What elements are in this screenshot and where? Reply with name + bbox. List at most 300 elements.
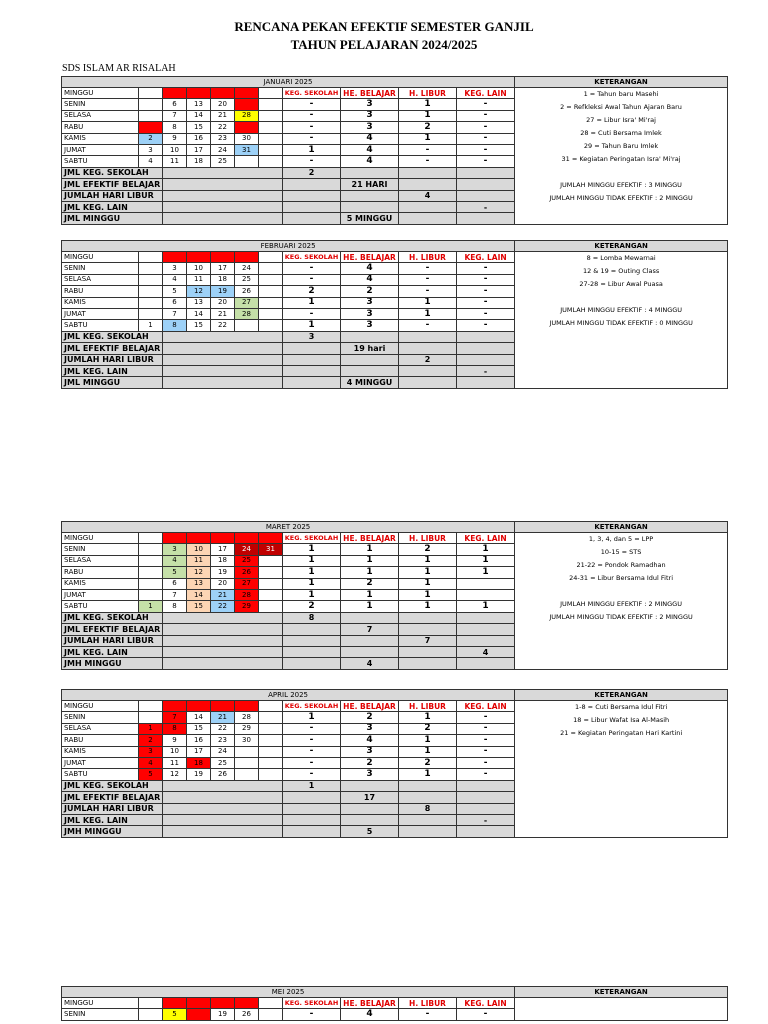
day-label: JUMAT [62,144,139,155]
date-cell: 31 [235,144,259,155]
keg-sekolah-value: 2 [283,286,341,297]
date-cell [259,110,283,121]
keterangan-header: KETERANGAN [515,987,728,998]
summary-empty [457,612,515,623]
summary-empty [283,803,341,814]
date-cell: 20 [211,701,235,712]
date-cell: 12 [187,1009,211,1020]
keg-sekolah-value: - [283,757,341,768]
he-belajar-value: 3 [341,297,399,308]
keg-sekolah-header: KEG. SEKOLAH [283,701,341,712]
date-cell: 24 [235,263,259,274]
date-cell: 26 [235,286,259,297]
summary-label: JUMLAH HARI LIBUR [62,803,163,814]
summary-empty [283,377,341,388]
h-libur-value: 1 [399,712,457,723]
date-cell: 1 [139,320,163,331]
date-cell: 7 [163,589,187,600]
month-table-mei [61,986,728,1021]
date-cell: 25 [211,156,235,167]
keg-sekolah-value: - [283,263,341,274]
day-label: SELASA [62,555,139,566]
date-cell [139,110,163,121]
month-calendar-table [61,240,728,389]
date-cell [259,757,283,768]
date-cell [259,1009,283,1020]
keterangan-header: KETERANGAN [515,690,728,701]
school-name: SDS ISLAM AR RISALAH [62,63,176,74]
he-belajar-value: 4 [341,735,399,746]
he-belajar-value: 2 [341,286,399,297]
summary-empty [283,635,341,646]
keg-sekolah-value: 1 [283,544,341,555]
day-label: MINGGU [62,88,139,99]
month-name: MEI 2025 [62,987,515,998]
he-belajar-value: 3 [341,99,399,110]
date-cell: 13 [187,701,211,712]
date-cell: 5 [139,769,163,780]
date-cell: 4 [139,156,163,167]
he-belajar-value: 3 [341,746,399,757]
date-cell: 6 [163,297,187,308]
summary-empty [457,190,515,201]
date-cell [259,701,283,712]
date-cell [235,320,259,331]
note-line: JUMLAH MINGGU EFEKTIF : 2 MINGGU [560,600,682,608]
summary-empty [399,213,457,224]
keterangan-header: KETERANGAN [515,77,728,88]
date-cell [259,555,283,566]
day-label: JUMAT [62,589,139,600]
date-cell: 15 [187,601,211,612]
h-libur-value: 2 [399,757,457,768]
summary-value: 8 [399,803,457,814]
day-label: RABU [62,286,139,297]
day-label: MINGGU [62,998,139,1009]
date-cell: 17 [187,746,211,757]
summary-spacer [163,646,283,657]
h-libur-value: 2 [399,122,457,133]
summary-spacer [163,803,283,814]
date-cell [259,133,283,144]
note-line: 31 = Kegiatan Peringatan Isra' Mi'raj [561,155,681,163]
date-cell: 18 [187,757,211,768]
keg-sekolah-value: 1 [283,578,341,589]
summary-label: JML MINGGU [62,213,163,224]
date-cell: 25 [211,757,235,768]
summary-label: JML EFEKTIF BELAJAR [62,624,163,635]
summary-empty [341,646,399,657]
note-line: 24-31 = Libur Bersama Idul Fitri [569,574,674,582]
keg-lain-value: - [457,99,515,110]
date-cell: 6 [163,701,187,712]
date-cell: 14 [187,110,211,121]
summary-value: 21 HARI [341,179,399,190]
date-cell: 21 [211,712,235,723]
summary-empty [399,612,457,623]
date-cell: 9 [163,735,187,746]
summary-empty [283,213,341,224]
date-cell: 11 [163,757,187,768]
keg-sekolah-value: - [283,746,341,757]
keterangan-header: KETERANGAN [515,241,728,252]
date-cell: 4 [163,555,187,566]
summary-value: 17 [341,792,399,803]
date-cell: 7 [163,110,187,121]
h-libur-header: H. LIBUR [399,88,457,99]
date-cell: 4 [163,274,187,285]
summary-empty [457,780,515,791]
month-table-januari [61,76,728,225]
date-cell: 16 [211,533,235,544]
date-cell: 12 [187,567,211,578]
month-calendar-table [61,689,728,838]
summary-empty [341,780,399,791]
date-cell: 9 [163,133,187,144]
date-cell: 15 [187,122,211,133]
month-name: FEBRUARI 2025 [62,241,515,252]
date-cell: 10 [163,144,187,155]
summary-value: 4 [457,646,515,657]
keg-sekolah-value: - [283,769,341,780]
date-cell [259,567,283,578]
summary-spacer [163,331,283,342]
summary-empty [341,190,399,201]
summary-empty [457,167,515,178]
summary-spacer [163,635,283,646]
summary-label: JML KEG. LAIN [62,365,163,376]
summary-spacer [163,377,283,388]
date-cell: 30 [235,133,259,144]
keg-sekolah-header: KEG. SEKOLAH [283,252,341,263]
keg-sekolah-value: 2 [283,601,341,612]
date-cell: 24 [235,544,259,555]
summary-empty [399,792,457,803]
date-cell: 3 [163,263,187,274]
date-cell [259,263,283,274]
summary-empty [399,780,457,791]
summary-value: - [457,365,515,376]
summary-empty [283,179,341,190]
date-cell [139,286,163,297]
date-cell: 17 [211,544,235,555]
he-belajar-value: 4 [341,133,399,144]
date-cell: 1 [139,122,163,133]
keg-sekolah-header: KEG. SEKOLAH [283,88,341,99]
he-belajar-header: HE. BELAJAR [341,533,399,544]
note-line: JUMLAH MINGGU TIDAK EFEKTIF : 0 MINGGU [549,319,693,327]
date-cell: 7 [163,712,187,723]
keg-lain-value: - [457,1009,515,1020]
summary-spacer [163,658,283,669]
keg-sekolah-value: 1 [283,712,341,723]
keterangan-notes [515,701,728,838]
keg-sekolah-value: 1 [283,589,341,600]
date-cell [139,252,163,263]
date-cell [259,712,283,723]
keg-lain-value: - [457,757,515,768]
summary-empty [457,635,515,646]
summary-empty [399,201,457,212]
date-cell: 16 [187,133,211,144]
date-cell: 12 [187,88,211,99]
day-label: MINGGU [62,533,139,544]
date-cell: 26 [235,88,259,99]
summary-empty [341,331,399,342]
he-belajar-value: 3 [341,110,399,121]
date-cell: 20 [211,99,235,110]
month-calendar-table [61,986,728,1021]
summary-empty [283,354,341,365]
summary-spacer [163,792,283,803]
note-line: 27 = Libur Isra' Mi'raj [586,116,656,124]
h-libur-value: 1 [399,601,457,612]
he-belajar-value: 4 [341,144,399,155]
date-cell: 15 [187,320,211,331]
summary-value: 5 [341,826,399,837]
date-cell: 29 [235,122,259,133]
date-cell: 1 [139,601,163,612]
h-libur-value: - [399,320,457,331]
date-cell [259,746,283,757]
summary-empty [399,814,457,825]
he-belajar-value: 1 [341,567,399,578]
summary-empty [399,331,457,342]
date-cell [139,88,163,99]
summary-empty [399,365,457,376]
summary-empty [399,377,457,388]
day-label: SENIN [62,712,139,723]
keg-sekolah-value: 1 [283,555,341,566]
summary-label: JML MINGGU [62,377,163,388]
summary-label: JUMLAH HARI LIBUR [62,635,163,646]
summary-empty [399,179,457,190]
date-cell: 27 [235,297,259,308]
date-cell: 22 [211,601,235,612]
keg-lain-header: KEG. LAIN [457,701,515,712]
date-cell [259,144,283,155]
date-cell [139,589,163,600]
he-belajar-value: 3 [341,723,399,734]
keg-sekolah-value: 1 [283,297,341,308]
h-libur-value: - [399,156,457,167]
date-cell: 17 [187,144,211,155]
note-line: 21 = Kegiatan Peringatan Hari Kartini [560,729,683,737]
h-libur-value: 1 [399,578,457,589]
keg-sekolah-value: - [283,308,341,319]
h-libur-value: 1 [399,589,457,600]
summary-empty [457,792,515,803]
date-cell: 28 [235,110,259,121]
keg-lain-value: - [457,156,515,167]
summary-empty [283,814,341,825]
summary-empty [283,201,341,212]
h-libur-value: 1 [399,555,457,566]
keg-sekolah-value: - [283,99,341,110]
note-line: JUMLAH MINGGU EFEKTIF : 3 MINGGU [560,181,682,189]
date-cell: 21 [211,308,235,319]
date-cell: 18 [211,274,235,285]
date-cell: 5 [163,286,187,297]
summary-spacer [163,354,283,365]
date-cell: 11 [187,555,211,566]
date-cell: 23 [235,533,259,544]
date-cell [259,99,283,110]
day-label: JUMAT [62,308,139,319]
date-cell: 27 [235,99,259,110]
date-cell: 15 [187,723,211,734]
keg-sekolah-value: - [283,122,341,133]
keg-lain-value: - [457,308,515,319]
day-label: RABU [62,567,139,578]
h-libur-value: - [399,286,457,297]
h-libur-value: 1 [399,746,457,757]
keterangan-notes [515,998,728,1021]
date-cell: 20 [211,297,235,308]
date-cell [139,308,163,319]
h-libur-header: H. LIBUR [399,252,457,263]
summary-empty [341,635,399,646]
date-cell: 18 [211,555,235,566]
summary-empty [283,658,341,669]
date-cell: 19 [211,1009,235,1020]
summary-label: JML KEG. SEKOLAH [62,167,163,178]
h-libur-value: - [399,263,457,274]
date-cell: 19 [211,567,235,578]
note-line: 1 = Tahun baru Masehi [583,90,659,98]
month-calendar-table [61,76,728,225]
day-label: KAMIS [62,133,139,144]
summary-label: JMH MINGGU [62,826,163,837]
day-label: SENIN [62,1009,139,1020]
date-cell: 23 [211,133,235,144]
date-cell: 23 [235,252,259,263]
summary-value: 8 [283,612,341,623]
summary-value: 1 [283,780,341,791]
date-cell [235,746,259,757]
month-table-maret [61,521,728,670]
date-cell: 2 [139,133,163,144]
date-cell: 25 [235,998,259,1009]
keterangan-notes [515,533,728,670]
keg-lain-value [457,589,515,600]
day-label: SELASA [62,723,139,734]
h-libur-header: H. LIBUR [399,701,457,712]
he-belajar-header: HE. BELAJAR [341,998,399,1009]
date-cell: 13 [187,578,211,589]
date-cell: 8 [163,122,187,133]
day-label: RABU [62,735,139,746]
he-belajar-value: 3 [341,320,399,331]
date-cell: 9 [187,252,211,263]
date-cell: 14 [187,712,211,723]
keg-lain-value: - [457,133,515,144]
date-cell: 25 [235,555,259,566]
date-cell: 22 [211,723,235,734]
date-cell: 23 [211,735,235,746]
summary-empty [341,354,399,365]
summary-empty [341,814,399,825]
date-cell: 25 [235,274,259,285]
he-belajar-value: 1 [341,544,399,555]
note-line: 12 & 19 = Outing Class [582,267,660,275]
date-cell: 19 [211,286,235,297]
he-belajar-header: HE. BELAJAR [341,88,399,99]
date-cell [259,122,283,133]
day-label: JUMAT [62,757,139,768]
date-cell [259,601,283,612]
summary-value: 4 [399,190,457,201]
summary-empty [457,803,515,814]
day-label: SABTU [62,601,139,612]
summary-empty [283,343,341,354]
summary-spacer [163,343,283,354]
summary-empty [283,646,341,657]
note-line [515,291,727,304]
summary-spacer [163,190,283,201]
keg-lain-value: - [457,723,515,734]
day-label: SENIN [62,263,139,274]
date-cell [139,555,163,566]
date-cell: 22 [211,122,235,133]
date-cell [259,589,283,600]
date-cell [139,712,163,723]
summary-empty [399,646,457,657]
summary-spacer [163,826,283,837]
date-cell: 5 [163,567,187,578]
date-cell: 14 [187,308,211,319]
note-line [515,585,727,598]
he-belajar-value: 4 [341,1009,399,1020]
summary-spacer [163,624,283,635]
keg-lain-header: KEG. LAIN [457,533,515,544]
date-cell [259,286,283,297]
month-name: APRIL 2025 [62,690,515,701]
summary-label: JML KEG. SEKOLAH [62,780,163,791]
keterangan-notes [515,88,728,225]
keg-sekolah-value: - [283,735,341,746]
keg-lain-value: - [457,122,515,133]
summary-value: 4 MINGGU [341,377,399,388]
summary-empty [283,792,341,803]
date-cell: 9 [187,533,211,544]
date-cell: 26 [235,1009,259,1020]
note-line: 18 = Libur Wafat Isa Al-Masih [573,716,670,724]
date-cell: 21 [211,589,235,600]
date-cell: 10 [163,746,187,757]
date-cell: 29 [235,601,259,612]
date-cell: 14 [187,589,211,600]
month-table-februari [61,240,728,389]
h-libur-value: 1 [399,297,457,308]
date-cell: 1 [139,723,163,734]
note-line: 27-28 = Libur Awal Puasa [579,280,663,288]
keg-lain-value: - [457,769,515,780]
keg-lain-value: - [457,320,515,331]
keg-sekolah-value: - [283,274,341,285]
h-libur-value: - [399,1009,457,1020]
summary-empty [399,658,457,669]
date-cell: 7 [163,308,187,319]
summary-spacer [163,201,283,212]
date-cell: 24 [211,746,235,757]
note-line: JUMLAH MINGGU TIDAK EFEKTIF : 2 MINGGU [549,194,693,202]
day-label: SENIN [62,544,139,555]
keg-sekolah-value: - [283,156,341,167]
he-belajar-value: 2 [341,578,399,589]
keg-sekolah-value: - [283,133,341,144]
summary-value: 7 [341,624,399,635]
